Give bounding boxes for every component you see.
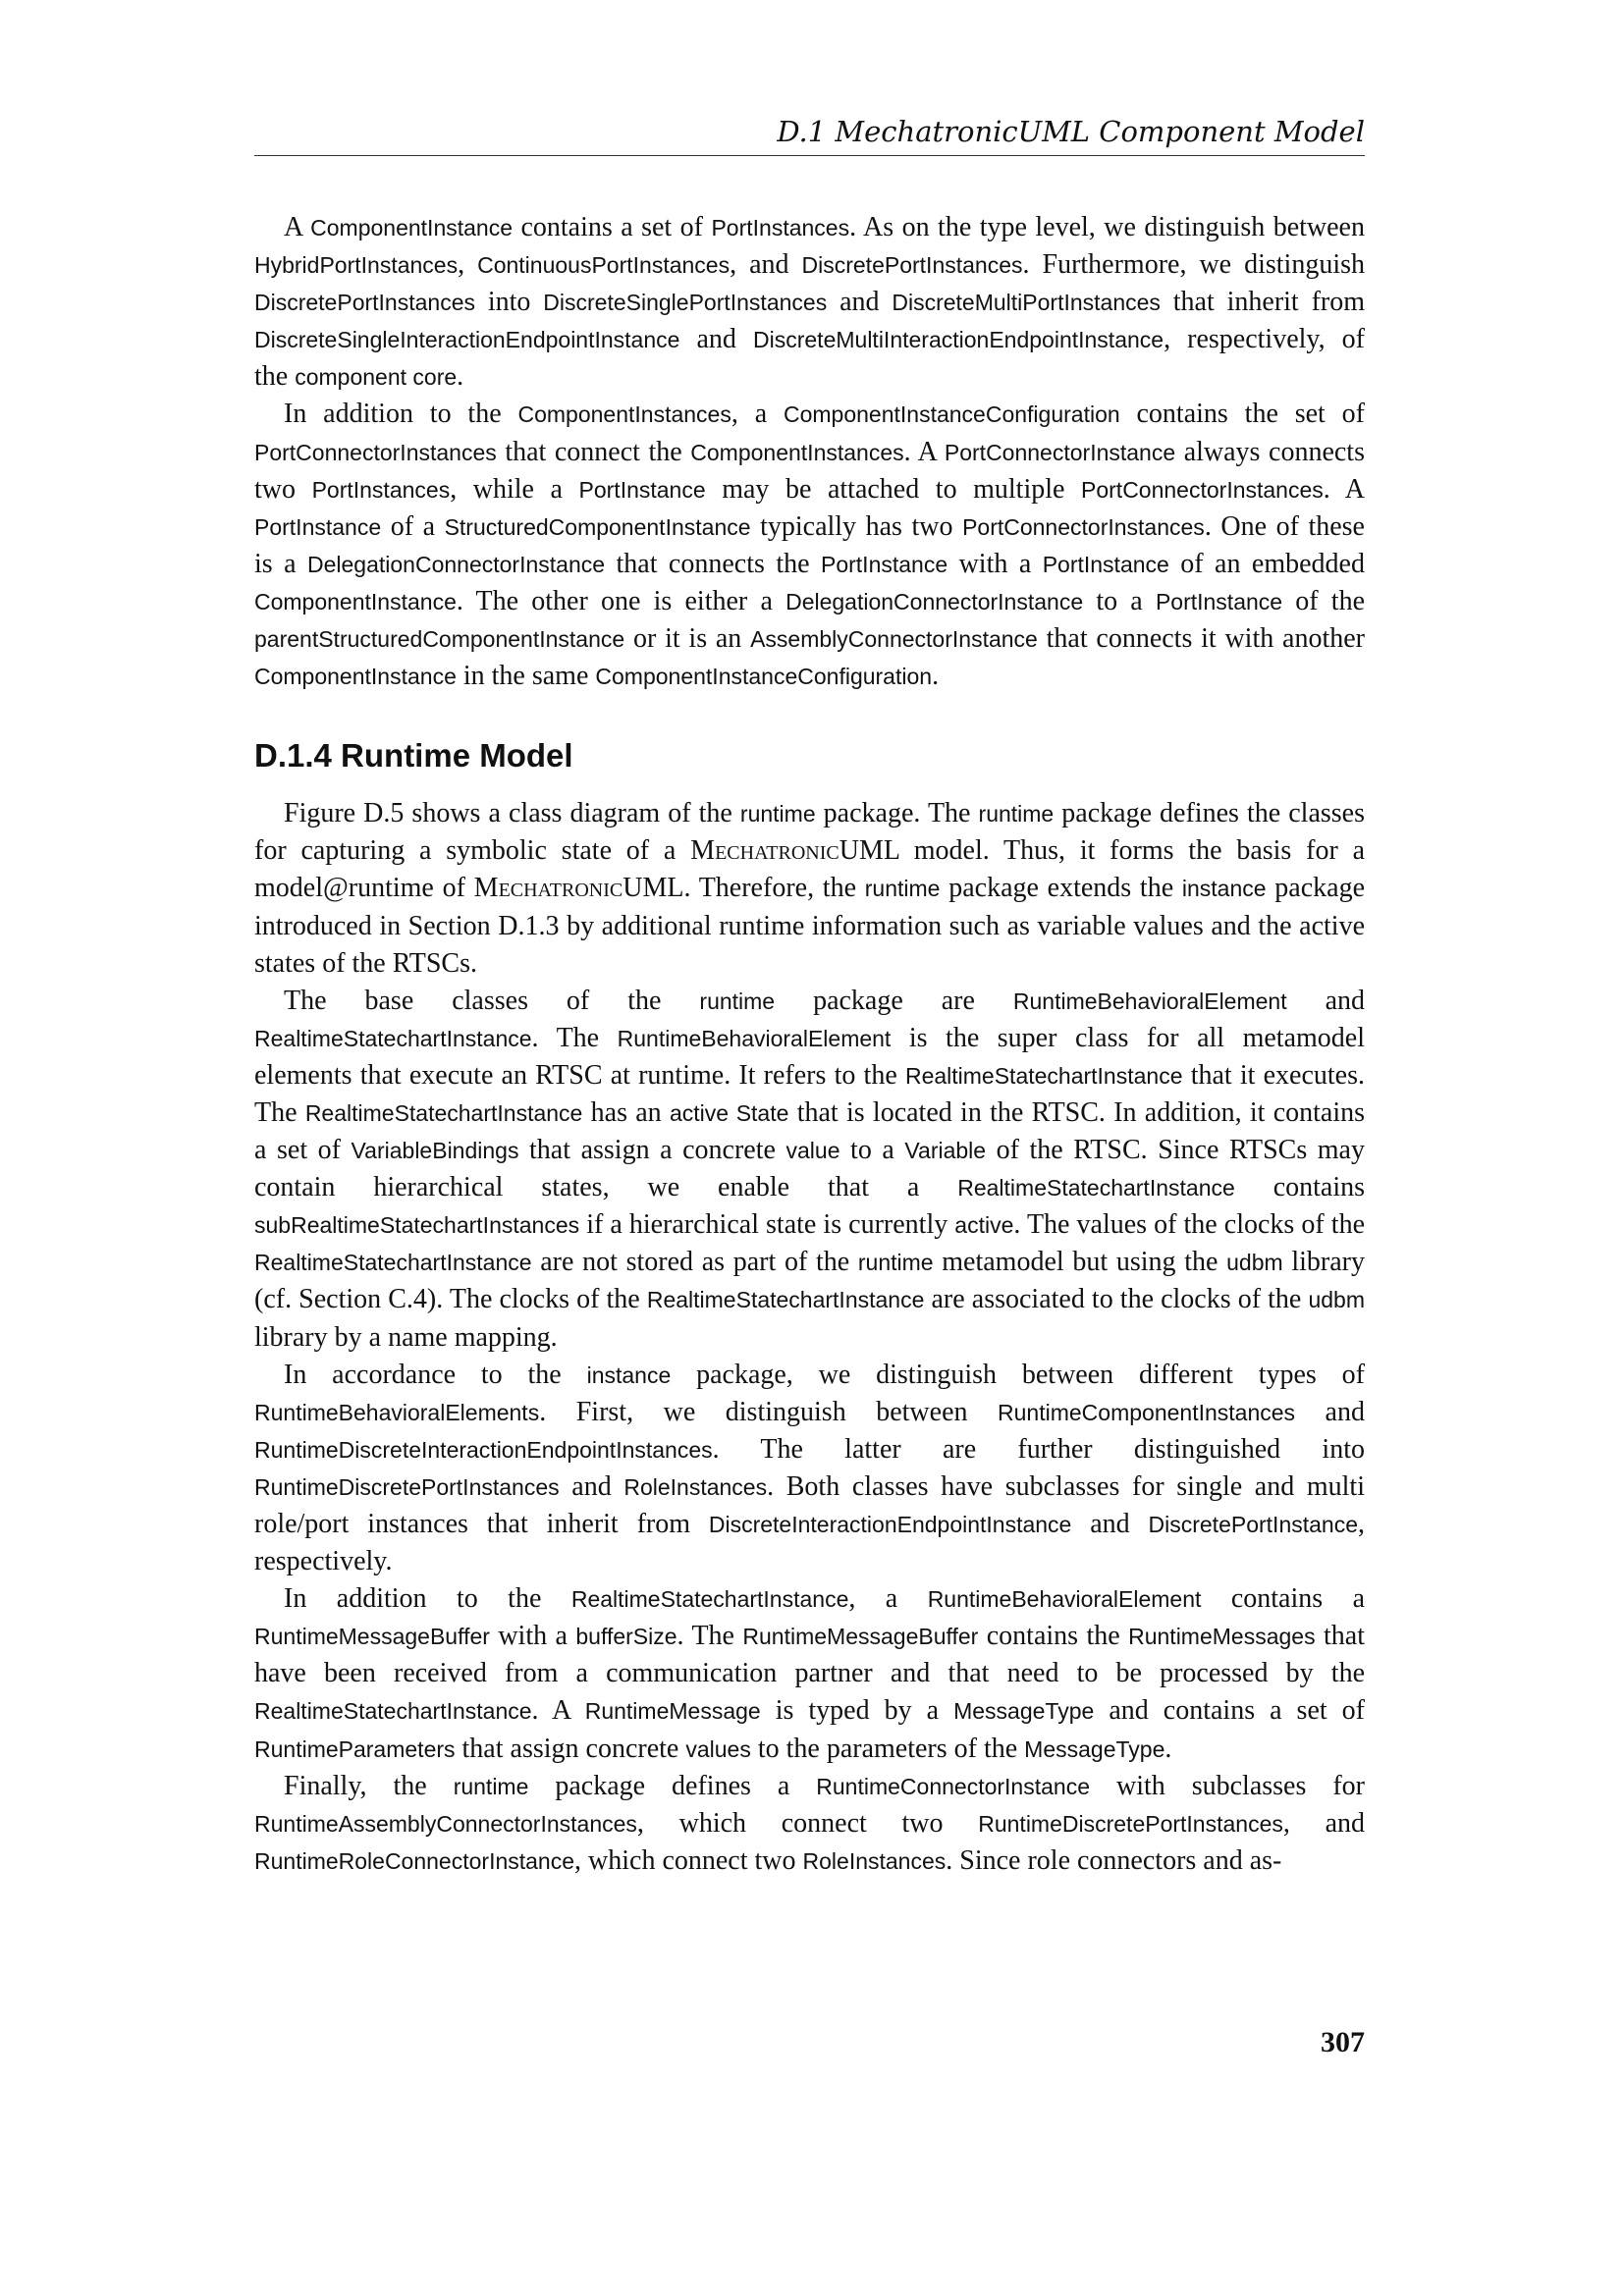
text-run: , which connect two (574, 1844, 803, 1876)
text-run: to the parameters of the (750, 1733, 1025, 1764)
paragraph (254, 396, 1365, 695)
text-run: and contains a set of (1094, 1695, 1366, 1727)
class-name: RealtimeStatechartInstance (957, 1175, 1235, 1201)
text-run: contains a (1201, 1583, 1365, 1615)
class-name: runtime (864, 876, 941, 902)
class-name: RuntimeParameters (254, 1735, 456, 1762)
running-header: D.1 MechatronicUML Component Model (254, 108, 1365, 156)
text-run: Figure D.5 shows a class diagram of the (284, 798, 740, 829)
text-run: that connects it with another (1037, 623, 1365, 655)
class-name: ComponentInstances (517, 401, 731, 428)
text-run: to a (1083, 585, 1156, 616)
paragraph (254, 1580, 1365, 1767)
class-name: DelegationConnectorInstance (307, 551, 606, 577)
text-run: are not stored as part of the (531, 1247, 858, 1278)
text-run: library by a name mapping. (254, 1321, 558, 1353)
class-name: RuntimeMessageBuffer (254, 1624, 490, 1650)
text-run: , while a (450, 473, 579, 505)
text-run: and (559, 1470, 624, 1502)
class-name: instance (586, 1362, 672, 1388)
text-run: . As on the type level, we distinguish between (849, 212, 1365, 242)
class-name: HybridPortInstances (254, 252, 459, 279)
intro-paragraphs (254, 209, 1365, 695)
text-run: package extends the (940, 873, 1182, 904)
paragraph (254, 1357, 1365, 1581)
text-run: . The (677, 1621, 743, 1652)
text-run: , and (1282, 1807, 1365, 1839)
class-name: instance (1181, 876, 1267, 902)
text-run: and (1286, 985, 1366, 1016)
text-run: with a (947, 548, 1043, 579)
class-name: RuntimeAssemblyConnectorInstances (254, 1810, 637, 1837)
text-run: has an (582, 1096, 670, 1128)
class-name: RealtimeStatechartInstance (304, 1099, 583, 1126)
paragraph (254, 1768, 1365, 1880)
section-heading (254, 736, 1365, 775)
text-run: that connect the (496, 436, 691, 467)
class-name: VariableBindings (351, 1138, 519, 1164)
class-name: DiscreteMultiPortInstances (892, 290, 1161, 316)
class-name: ComponentInstance (254, 588, 457, 614)
class-name: PortInstances (711, 215, 850, 240)
class-name: DiscreteInteractionEndpointInstance (708, 1512, 1072, 1537)
class-name: RuntimeMessages (1128, 1624, 1316, 1650)
class-name: active (954, 1212, 1014, 1239)
class-name: ComponentInstance (254, 664, 457, 690)
class-name: RuntimeBehavioralElement (617, 1025, 892, 1051)
text-run: of the (1282, 585, 1366, 616)
text-run: package defines a (528, 1770, 817, 1801)
class-name: value (785, 1138, 840, 1164)
class-name: PortConnectorInstances (254, 439, 497, 465)
section-paragraphs (254, 795, 1365, 1880)
class-name: DiscreteSingleInteractionEndpointInstance (254, 327, 680, 353)
class-name: runtime (978, 801, 1055, 828)
body-text (254, 209, 1365, 1880)
class-name: RoleInstances (802, 1847, 947, 1874)
class-name: ContinuousPortInstances (477, 252, 731, 279)
class-name: DelegationConnectorInstance (785, 588, 1084, 614)
text-run: . The latter are further distinguished into (712, 1433, 1365, 1465)
class-name: RuntimeDiscreteInteractionEndpointInstances (254, 1436, 713, 1463)
text-run: . (932, 661, 940, 692)
text-run: is the super class for all metamodel elements that execute an RTSC at runtime. It refers to the (254, 1022, 1365, 1091)
class-name: RuntimeComponentInstances (998, 1399, 1296, 1425)
class-name: RoleInstances (623, 1473, 768, 1500)
class-name: runtime (739, 801, 816, 828)
class-name: RuntimeConnectorInstance (816, 1773, 1090, 1799)
text-run: package. The (815, 798, 979, 829)
text-run: , (458, 249, 478, 281)
text-run: , and (730, 249, 802, 281)
class-name: values (685, 1735, 751, 1762)
text-run: package, we distinguish between different types of (671, 1359, 1365, 1390)
text-run: package are (775, 985, 1013, 1016)
class-name: component core (295, 364, 458, 391)
small-caps-text: Mechatronic (690, 835, 839, 867)
text-run: . (1164, 1733, 1172, 1764)
class-name: RuntimeRoleConnectorInstance (254, 1847, 575, 1874)
class-name: PortConnectorInstances (962, 513, 1205, 540)
page-number: 307 (1321, 2026, 1365, 2058)
class-name: AssemblyConnectorInstance (750, 626, 1038, 653)
class-name: RuntimeBehavioralElement (1012, 988, 1287, 1014)
class-name: RealtimeStatechartInstance (254, 1698, 532, 1725)
class-name: parentStructuredComponentInstance (254, 626, 625, 653)
class-name: PortInstance (1042, 551, 1169, 577)
class-name: DiscreteSinglePortInstances (543, 290, 828, 316)
text-run: and (679, 324, 754, 355)
text-run: always connects two (254, 436, 1365, 505)
text-run: . Since role connectors and as- (946, 1844, 1282, 1876)
text-run: that inherit from (1160, 287, 1365, 318)
text-run: . The (531, 1022, 618, 1053)
class-name: active State (669, 1099, 789, 1126)
class-name: PortConnectorInstances (1081, 476, 1324, 503)
text-run: In accordance to the (284, 1359, 587, 1390)
class-name: Variable (904, 1138, 987, 1164)
text-run: that assign a concrete (518, 1135, 786, 1166)
class-name: PortInstance (578, 476, 706, 503)
class-name: ComponentInstanceConfiguration (783, 401, 1120, 428)
text-run: In addition to the (284, 1583, 571, 1615)
text-run: . The other one is either a (456, 585, 786, 616)
class-name: DiscretePortInstances (254, 290, 475, 316)
text-run: that is located in the RTSC. In addition, it contains a set of (254, 1096, 1365, 1166)
class-name: runtime (453, 1773, 529, 1799)
paragraph (254, 209, 1365, 396)
text-run: UML. Therefore, the (623, 873, 865, 904)
text-run: Finally, the (284, 1770, 454, 1801)
text-run: In addition to the (284, 399, 518, 430)
text-run: is typed by a (760, 1695, 954, 1727)
class-name: runtime (857, 1250, 934, 1276)
text-run: and (827, 287, 893, 318)
text-run: and (1295, 1396, 1365, 1427)
text-run: package defines the classes for capturing a symbolic state of a (254, 798, 1365, 867)
class-name: RuntimeMessageBuffer (742, 1624, 979, 1650)
class-name: RuntimeDiscretePortInstances (978, 1810, 1283, 1837)
class-name: RuntimeBehavioralElement (927, 1586, 1202, 1613)
class-name: PortConnectorInstance (944, 439, 1176, 465)
class-name: udbm (1226, 1250, 1283, 1276)
class-name: bufferSize (575, 1624, 677, 1650)
section-title: Runtime Model (341, 737, 573, 774)
text-run: package introduced in Section D.1.3 by additional runtime information such as variable values and the active states of the RTSCs. (254, 873, 1366, 979)
text-run: of an embedded (1168, 548, 1365, 579)
text-run: with a (489, 1621, 576, 1652)
class-name: RuntimeBehavioralElements (254, 1399, 540, 1425)
text-run: . A (1323, 473, 1365, 505)
class-name: ComponentInstance (310, 215, 513, 240)
text-run: that it executes. The (254, 1059, 1365, 1128)
class-name: RealtimeStatechartInstance (904, 1062, 1183, 1089)
text-run: contains a set of (513, 212, 712, 242)
text-run: contains the set of (1119, 399, 1366, 430)
text-run: typically has two (750, 510, 963, 542)
text-run: . The values of the clocks of the (1013, 1209, 1365, 1241)
text-run: . (457, 361, 464, 393)
class-name: DiscreteMultiInteractionEndpointInstance (753, 327, 1164, 353)
paragraph (254, 983, 1365, 1357)
text-run: if a hierarchical state is currently (579, 1209, 955, 1241)
text-run: are associated to the clocks of the (924, 1284, 1309, 1315)
text-run: library (cf. Section C.4). The clocks of the (254, 1247, 1366, 1315)
class-name: RuntimeDiscretePortInstances (254, 1473, 560, 1500)
text-run: , respectively. (254, 1509, 1365, 1577)
text-run: , a (731, 399, 784, 430)
class-name: DiscretePortInstance (1148, 1512, 1358, 1537)
text-run: , a (848, 1583, 928, 1615)
text-run: , which connect two (636, 1807, 979, 1839)
text-run: A (284, 212, 311, 242)
class-name: PortInstances (311, 476, 451, 503)
text-run: metamodel but using the (933, 1247, 1227, 1278)
class-name: ComponentInstanceConfiguration (595, 664, 933, 690)
text-run: or it is an (624, 623, 751, 655)
class-name: RealtimeStatechartInstance (646, 1287, 925, 1313)
text-run: . Both classes have subclasses for single and multi role/port instances that inherit from (254, 1470, 1365, 1539)
class-name: StructuredComponentInstance (444, 513, 751, 540)
text-run: The base classes of the (284, 985, 700, 1016)
text-run: . A (531, 1695, 585, 1727)
class-name: PortInstance (1155, 588, 1283, 614)
text-run: that connects the (605, 548, 821, 579)
text-run: contains the (978, 1621, 1129, 1652)
text-run: . A (903, 436, 945, 467)
class-name: RealtimeStatechartInstance (254, 1025, 532, 1051)
class-name: RealtimeStatechartInstance (570, 1586, 849, 1613)
text-run: of the RTSC. Since RTSCs may contain hierarchical states, we enable that a (254, 1135, 1365, 1203)
text-run: UML model. Thus, it forms the basis for a model@runtime of (254, 835, 1366, 904)
section-number: D.1.4 (254, 737, 332, 774)
class-name: runtime (699, 988, 776, 1014)
text-run: of a (381, 510, 445, 542)
text-run: that assign concrete (455, 1733, 686, 1764)
text-run: contains (1234, 1172, 1365, 1203)
class-name: PortInstance (821, 551, 948, 577)
class-name: ComponentInstances (690, 439, 904, 465)
text-run: . One of these is a (254, 510, 1365, 579)
text-run: in the same (456, 661, 596, 692)
text-run: that have been received from a communication partner and that need to be processed by the (254, 1621, 1365, 1689)
text-run: with subclasses for (1090, 1770, 1365, 1801)
class-name: subRealtimeStatechartInstances (254, 1212, 580, 1239)
class-name: udbm (1308, 1287, 1366, 1313)
text-run: . Furthermore, we distinguish (1022, 249, 1365, 281)
text-run: , respectively, of the (254, 324, 1365, 393)
small-caps-text: Mechatronic (473, 873, 623, 904)
class-name: PortInstance (254, 513, 382, 540)
class-name: MessageType (953, 1698, 1095, 1725)
class-name: RealtimeStatechartInstance (254, 1250, 532, 1276)
text-run: and (1071, 1509, 1149, 1539)
class-name: RuntimeMessage (584, 1698, 761, 1725)
text-run: to a (839, 1135, 905, 1166)
text-run: may be attached to multiple (705, 473, 1082, 505)
text-run: . First, we distinguish between (539, 1396, 999, 1427)
paragraph (254, 795, 1365, 982)
class-name: DiscretePortInstances (801, 252, 1023, 279)
text-run: into (474, 287, 544, 318)
class-name: MessageType (1024, 1735, 1165, 1762)
